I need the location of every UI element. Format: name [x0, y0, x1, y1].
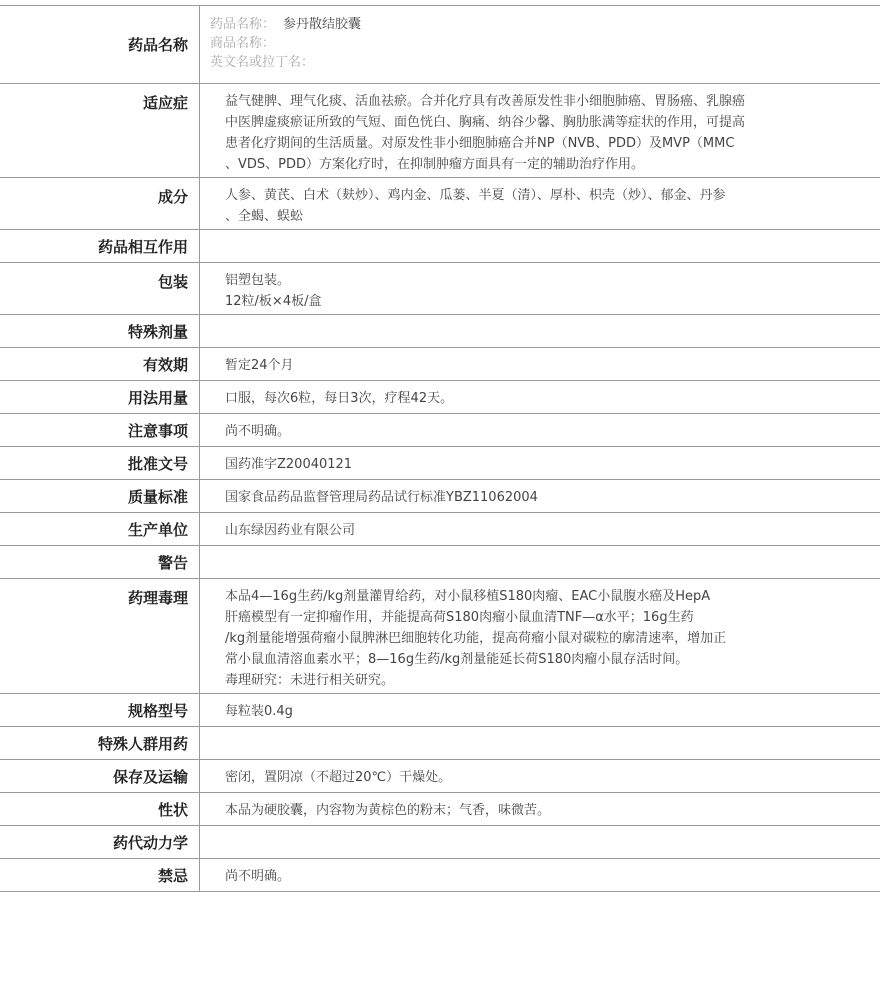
text-line: 铝塑包装。 — [225, 273, 291, 288]
row-label: 药品名称 — [0, 6, 200, 83]
row-interactions — [0, 230, 880, 263]
row-label: 成分 — [0, 178, 200, 229]
text-line: 本品为硬胶囊，内容物为黄棕色的粉末；气香，味微苦。 — [225, 803, 551, 818]
row-package — [0, 263, 880, 315]
text-line: 密闭，置阴凉（不超过20℃）干燥处。 — [225, 770, 452, 785]
row-warning — [0, 546, 880, 579]
text-line: 口服，每次6粒，每日3次，疗程42天。 — [225, 391, 454, 406]
row-manufacturer — [0, 513, 880, 546]
row-indications — [0, 84, 880, 178]
text-line: /kg剂量能增强荷瘤小鼠脾淋巴细胞转化功能，提高荷瘤小鼠对碳粒的廓清速率，增加正 — [225, 631, 727, 646]
row-specification — [0, 694, 880, 727]
name-line-trade — [210, 34, 790, 53]
text-line: 国药准字Z20040121 — [225, 457, 353, 472]
name-value: 参丹散结胶囊 — [283, 17, 362, 32]
row-validity — [0, 348, 880, 381]
row-value — [200, 447, 880, 479]
row-label: 包装 — [0, 263, 200, 314]
text-line: 每粒装0.4g — [225, 704, 293, 719]
row-label: 禁忌 — [0, 859, 200, 891]
drug-info-table — [0, 5, 880, 892]
row-value — [200, 348, 880, 380]
row-storage — [0, 760, 880, 793]
text-line: 常小鼠血清溶血素水平；8—16g生药/kg剂量能延长荷S180肉瘤小鼠存活时间。 — [225, 652, 689, 667]
row-value — [200, 178, 880, 229]
row-label: 适应症 — [0, 84, 200, 177]
row-quality-standard — [0, 480, 880, 513]
row-value — [200, 727, 880, 759]
text-line: 尚不明确。 — [225, 424, 291, 439]
row-value — [200, 84, 880, 177]
row-value — [200, 546, 880, 578]
row-label: 有效期 — [0, 348, 200, 380]
row-label: 批准文号 — [0, 447, 200, 479]
row-label: 药理毒理 — [0, 579, 200, 693]
row-value — [200, 6, 880, 83]
name-line-generic — [210, 15, 790, 34]
row-value — [200, 315, 880, 347]
text-line: 毒理研究：未进行相关研究。 — [225, 673, 395, 688]
row-label: 药品相互作用 — [0, 230, 200, 262]
row-pharmacokinetics — [0, 826, 880, 859]
row-drug-name — [0, 5, 880, 84]
row-value — [200, 793, 880, 825]
row-label: 生产单位 — [0, 513, 200, 545]
text-line: 中医脾虚痰瘀证所致的气短、面色恍白、胸痛、纳谷少馨、胸肋胀满等症状的作用，可提高 — [225, 115, 746, 130]
text-line: 国家食品药品监督管理局药品试行标准YBZ11062004 — [225, 490, 538, 505]
row-value — [200, 414, 880, 446]
row-value — [200, 381, 880, 413]
row-approval-number — [0, 447, 880, 480]
text-line: 患者化疗期间的生活质量。对原发性非小细胞肺癌合并NP（NVB、PDD）及MVP（MMC — [225, 136, 735, 151]
row-label: 保存及运输 — [0, 760, 200, 792]
text-line: 本品4—16g生药/kg剂量灌胃给药，对小鼠移植S180肉瘤、EAC小鼠腹水癌及HepA — [225, 589, 711, 604]
text-line: 益气健脾、理气化痰、活血祛瘀。合并化疗具有改善原发性非小细胞肺癌、胃肠癌、乳腺癌 — [225, 94, 746, 109]
text-line: 12粒/板×4板/盒 — [225, 294, 322, 309]
row-ingredients — [0, 178, 880, 230]
name-key: 药品名称： — [210, 17, 276, 32]
text-line: 暂定24个月 — [225, 358, 294, 373]
row-label: 用法用量 — [0, 381, 200, 413]
text-line: 山东绿因药业有限公司 — [225, 523, 356, 538]
text-line: 肝癌模型有一定抑瘤作用，并能提高荷S180肉瘤小鼠血清TNF—α水平；16g生药 — [225, 610, 694, 625]
row-label: 药代动力学 — [0, 826, 200, 858]
row-label: 注意事项 — [0, 414, 200, 446]
row-label: 特殊人群用药 — [0, 727, 200, 759]
row-value — [200, 579, 880, 693]
text-line: 人参、黄芪、白术（麸炒）、鸡内金、瓜蒌、半夏（清）、厚朴、枳壳（炒）、郁金、丹参 — [225, 188, 726, 203]
row-label: 警告 — [0, 546, 200, 578]
text-line: 、VDS、PDD）方案化疗时，在抑制肿瘤方面具有一定的辅助治疗作用。 — [225, 157, 645, 172]
row-value — [200, 859, 880, 891]
row-precautions — [0, 414, 880, 447]
row-value — [200, 263, 880, 314]
name-key: 商品名称： — [210, 36, 276, 51]
name-line-english — [210, 53, 790, 72]
row-label: 规格型号 — [0, 694, 200, 726]
row-value — [200, 826, 880, 858]
row-value — [200, 230, 880, 262]
row-value — [200, 480, 880, 512]
row-contraindications — [0, 859, 880, 892]
row-label: 性状 — [0, 793, 200, 825]
row-pharmacology — [0, 579, 880, 694]
row-special-dose — [0, 315, 880, 348]
text-line: 尚不明确。 — [225, 869, 291, 884]
row-dosage — [0, 381, 880, 414]
row-value — [200, 513, 880, 545]
row-special-populations — [0, 727, 880, 760]
text-line: 、全蝎、蜈蚣 — [225, 209, 304, 224]
row-label: 质量标准 — [0, 480, 200, 512]
row-value — [200, 694, 880, 726]
row-label: 特殊剂量 — [0, 315, 200, 347]
row-value — [200, 760, 880, 792]
name-key: 英文名或拉丁名： — [210, 55, 315, 70]
row-description — [0, 793, 880, 826]
